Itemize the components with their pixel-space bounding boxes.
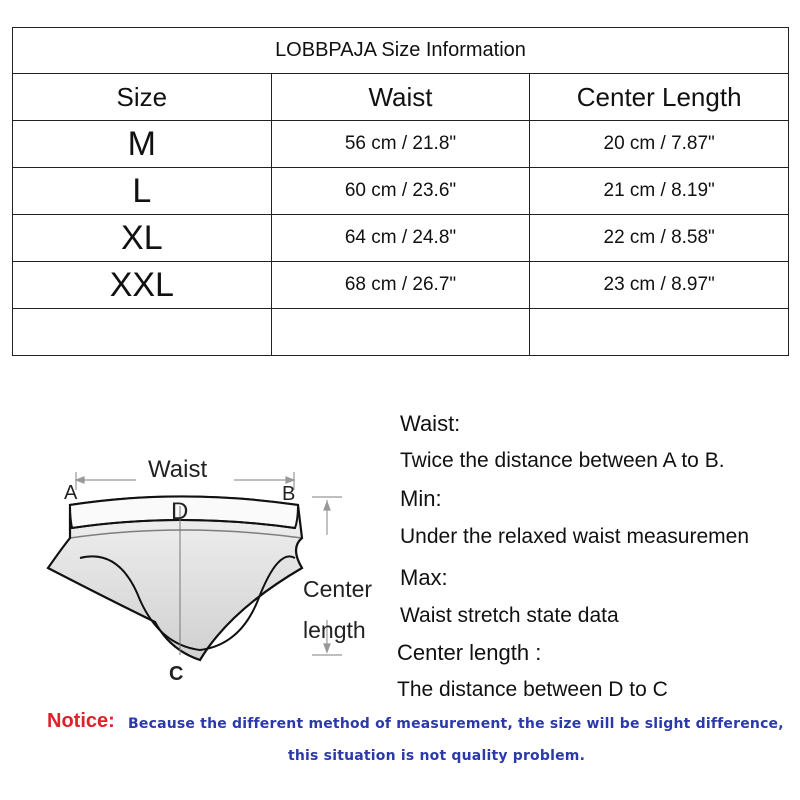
header-center-length: Center Length (530, 74, 789, 121)
size-cell: M (13, 121, 272, 168)
notice-label: Notice: (47, 710, 115, 732)
legend-min-desc: Under the relaxed waist measuremen (400, 525, 750, 548)
center-length-cell: 20 cm / 7.87" (530, 121, 789, 168)
empty-cell (530, 309, 789, 356)
empty-row (13, 309, 789, 356)
table-row (13, 168, 789, 215)
waist-cell: 68 cm / 26.7" (271, 262, 530, 309)
diagram-waist-label: Waist (148, 456, 208, 483)
center-length-cell: 23 cm / 8.97" (530, 262, 789, 309)
notice-line1: Because the different method of measurement, the size will be slight difference, (128, 716, 784, 732)
legend-center-title: Center length : (397, 640, 542, 665)
table-title: LOBBPAJA Size Information (13, 28, 789, 74)
legend-waist-title: Waist: (400, 411, 461, 436)
header-waist: Waist (271, 74, 530, 121)
waist-cell: 60 cm / 23.6" (271, 168, 530, 215)
legend-max-title: Max: (400, 565, 448, 590)
size-cell: L (13, 168, 272, 215)
empty-cell (271, 309, 530, 356)
point-a-label: A (64, 482, 78, 504)
point-b-label: B (282, 483, 296, 505)
legend-waist-desc: Twice the distance between A to B. (400, 449, 725, 472)
underwear-diagram (40, 450, 400, 690)
waist-cell: 64 cm / 24.8" (271, 215, 530, 262)
notice-line2: this situation is not quality problem. (288, 748, 586, 764)
size-cell: XL (13, 215, 272, 262)
size-cell: XXL (13, 262, 272, 309)
size-table (12, 27, 789, 356)
table-row (13, 262, 789, 309)
table-row (13, 121, 789, 168)
center-length-cell: 21 cm / 8.19" (530, 168, 789, 215)
waist-cell: 56 cm / 21.8" (271, 121, 530, 168)
empty-cell (13, 309, 272, 356)
table-row (13, 215, 789, 262)
point-d-label: D (171, 498, 189, 525)
legend-center-desc: The distance between D to C (397, 678, 668, 701)
center-label-line2: length (303, 617, 366, 643)
header-size: Size (13, 74, 272, 121)
center-length-cell: 22 cm / 8.58" (530, 215, 789, 262)
legend-max-desc: Waist stretch state data (400, 604, 619, 627)
point-c-label: C (169, 663, 184, 685)
legend-min-title: Min: (400, 486, 442, 511)
center-label-line1: Center (303, 576, 373, 602)
